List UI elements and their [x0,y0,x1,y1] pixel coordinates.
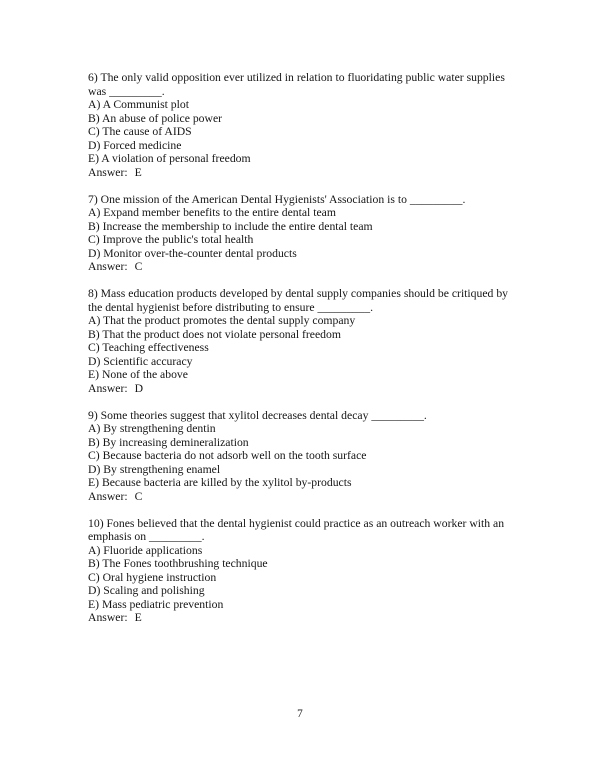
option-line: E) Because bacteria are killed by the xylitol by-products [88,476,352,489]
option-line: B) That the product does not violate personal freedom [88,327,341,341]
option-line: B) Increase the membership to include the entire dental team [88,219,373,233]
question-prompt: 10) Fones believed that the dental hygienist could practice as an outreach worker with an emphasis on _________. [88,516,505,543]
answer-label: Answer: [88,381,128,395]
option-line: D) Forced medicine [88,138,182,152]
option-line: E) A violation of personal freedom [88,152,251,165]
option-line: E) None of the above [88,368,188,381]
option-line: E) Mass pediatric prevention [88,597,224,611]
option-line: A) A Communist plot [88,98,189,111]
option-list [88,544,516,612]
question-block-10 [88,517,516,625]
option-line: C) Improve the public's total health [88,233,254,246]
option-line: B) An abuse of police power [88,111,223,125]
question-prompt: 8) Mass education products developed by dental supply companies should be critiqued by the dental hygienist before distributing to ensure _________. [88,287,509,314]
answer-label: Answer: [88,611,128,624]
answer-line [88,382,516,396]
option-line: C) Teaching effectiveness [88,341,209,354]
question-prompt: 6) The only valid opposition ever utilized in relation to fluoridating public water supplies was _________. [88,71,505,98]
question-block-6 [88,71,516,179]
answer-value: C [134,489,143,503]
option-line: D) Scientific accuracy [88,354,193,368]
question-prompt: 7) One mission of the American Dental Hygienists' Association is to _________. [88,192,466,206]
answer-value: D [134,381,144,395]
option-list [88,98,516,166]
option-line: C) Because bacteria do not adsorb well on the tooth surface [88,449,367,462]
option-line: A) By strengthening dentin [88,422,216,435]
option-list [88,422,516,490]
option-line: C) Oral hygiene instruction [88,570,217,584]
option-line: D) Scaling and polishing [88,584,205,597]
option-line: B) The Fones toothbrushing technique [88,557,268,570]
answer-label: Answer: [88,489,128,503]
question-block-8 [88,287,516,395]
page-number: 7 [297,708,303,720]
option-line: A) Fluoride applications [88,543,203,557]
answer-line [88,166,516,180]
option-list [88,314,516,382]
answer-value: C [134,260,143,273]
answer-value: E [134,611,142,624]
answer-line [88,490,516,504]
answer-line [88,260,516,274]
question-block-9 [88,409,516,504]
option-line: D) By strengthening enamel [88,462,221,476]
answer-label: Answer: [88,165,128,179]
option-line: A) That the product promotes the dental supply company [88,314,356,327]
answer-value: E [134,165,142,179]
option-line: B) By increasing demineralization [88,435,249,449]
option-list [88,206,516,260]
answer-line [88,611,516,625]
option-line: A) Expand member benefits to the entire dental team [88,206,336,219]
option-line: C) The cause of AIDS [88,125,192,138]
answer-label: Answer: [88,260,128,273]
question-block-7 [88,193,516,274]
question-list [88,71,516,638]
question-prompt: 9) Some theories suggest that xylitol decreases dental decay _________. [88,408,427,422]
option-line: D) Monitor over-the-counter dental products [88,246,297,260]
